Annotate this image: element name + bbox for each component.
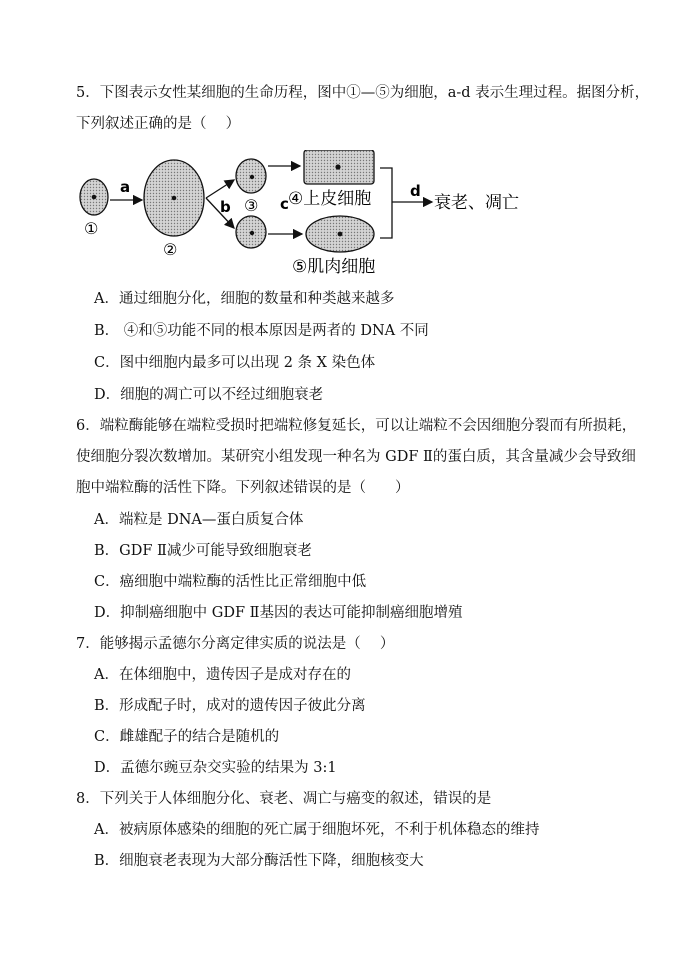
q6-stem-line-2: 使细胞分裂次数增加。某研究小组发现一种名为 GDF Ⅱ的蛋白质，其含量减少会导致细 [76,449,636,465]
cell-life-history-diagram [74,150,534,280]
cell-1-label: ① [84,219,99,238]
process-c-label: c [280,195,289,213]
q5-option-a: A．通过细胞分化，细胞的数量和种类越来越多 [94,291,395,307]
q6-stem-line-1: 6．端粒酶能够在端粒受损时把端粒修复延长，可以让端粒不会因细胞分裂而有所损耗， [76,418,637,434]
bracket [380,168,392,238]
q6-option-c: C．癌细胞中端粒酶的活性比正常细胞中低 [94,574,367,590]
q5-stem-line-1: 5．下图表示女性某细胞的生命历程，图中①—⑤为细胞，a-d 表示生理过程。据图分析， [76,85,650,101]
cell-3-label: ③ [244,196,259,215]
q5-option-c: C．图中细胞内最多可以出现 2 条 X 染色体 [94,355,376,371]
q7-option-d: D．孟德尔豌豆杂交实验的结果为 3:1 [94,760,337,776]
cell-4-label: ④上皮细胞 [288,189,372,209]
process-b-label: b [220,198,231,216]
cell-2-label: ② [163,240,178,259]
q6-option-d: D．抑制癌细胞中 GDF Ⅱ基因的表达可能抑制癌细胞增殖 [94,605,463,621]
outcome-label: 衰老、凋亡 [434,193,519,213]
process-d-label: d [410,182,421,200]
q8-option-b: B．细胞衰老表现为大部分酶活性下降，细胞核变大 [94,853,424,869]
q5-stem-line-2: 下列叙述正确的是（ ） [76,116,241,132]
q7-option-a: A．在体细胞中，遗传因子是成对存在的 [94,667,351,683]
q6-option-a: A．端粒是 DNA—蛋白质复合体 [94,512,304,528]
q6-stem-line-3: 胞中端粒酶的活性下降。下列叙述错误的是（ ） [76,480,410,496]
cell-5-label: ⑤肌肉细胞 [292,257,376,277]
q5-option-b: B． ④和⑤功能不同的根本原因是两者的 DNA 不同 [94,323,429,339]
q7-option-b: B．形成配子时，成对的遗传因子彼此分离 [94,698,366,714]
q7-stem-line-1: 7．能够揭示孟德尔分离定律实质的说法是（ ） [76,636,395,652]
process-a-label: a [120,178,131,196]
q8-stem-line-1: 8．下列关于人体细胞分化、衰老、凋亡与癌变的叙述，错误的是 [76,791,492,807]
q5-option-d: D．细胞的凋亡可以不经过细胞衰老 [94,387,324,403]
q8-option-a: A．被病原体感染的细胞的死亡属于细胞坏死，不利于机体稳态的维持 [94,822,540,838]
q6-option-b: B．GDF Ⅱ减少可能导致细胞衰老 [94,543,312,559]
q7-option-c: C．雌雄配子的结合是随机的 [94,729,280,745]
